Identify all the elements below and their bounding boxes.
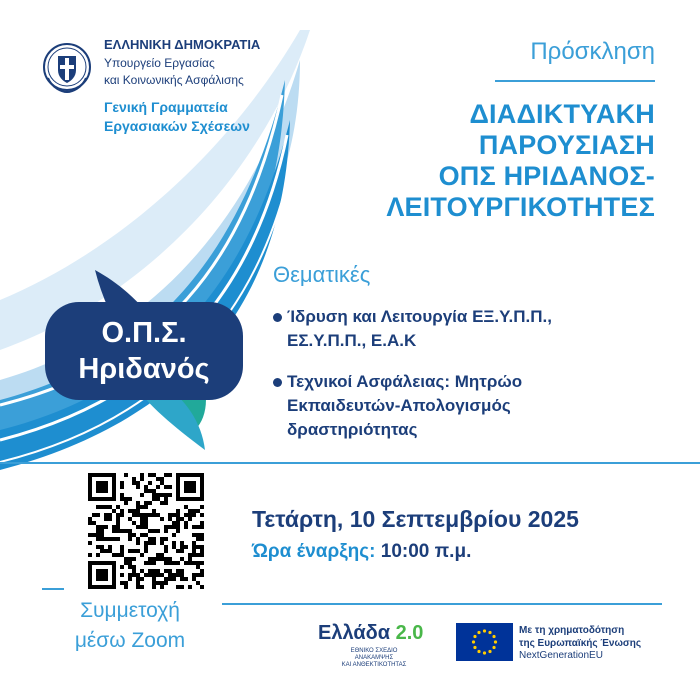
secretariat-name	[104, 98, 304, 136]
title-line: ΠΑΡΟΥΣΙΑΣΗ	[478, 130, 655, 160]
event-date: Τετάρτη, 10 Σεπτεμβρίου 2025	[252, 506, 579, 532]
theme-line: Ίδρυση και Λειτουργία ΕΞ.Υ.Π.Π.,	[287, 307, 553, 326]
themes-heading: Θεματικές	[273, 262, 371, 287]
theme-item	[273, 370, 673, 442]
greece-sub-line-2: ΚΑΙ ΑΝΘΕΚΤΙΚΟΤΗΤΑΣ	[341, 662, 407, 668]
eu-line-2: της Ευρωπαϊκής Ένωσης	[519, 638, 642, 649]
secretariat-line-1: Γενική Γραμματεία	[104, 99, 228, 115]
ministry-line-1: Υπουργείο Εργασίας	[104, 56, 215, 70]
bullet-icon	[273, 313, 282, 322]
start-time-row	[252, 541, 471, 563]
theme-item	[273, 305, 673, 353]
badge-line-2: Ηριδανός	[78, 353, 210, 385]
participation-line-1: Συμμετοχή	[80, 599, 180, 622]
theme-line: Τεχνικοί Ασφάλειας: Μητρώο	[287, 372, 523, 391]
eu-flag-icon	[456, 623, 513, 661]
title-line: ΛΕΙΤΟΥΡΓΙΚΟΤΗΤΕΣ	[386, 192, 655, 222]
event-title	[300, 99, 655, 223]
bullet-icon	[273, 378, 282, 387]
ministry-name	[104, 55, 304, 89]
theme-line: Εκπαιδευτών-Απολογισμός	[287, 396, 511, 415]
invitation-label: Πρόσκληση	[530, 38, 655, 65]
eu-line-1: Με τη χρηματοδότηση	[519, 625, 625, 636]
country-name: ΕΛΛΗΝΙΚΗ ΔΗΜΟΚΡΑΤΙΑ	[104, 37, 261, 52]
title-line: ΟΠΣ ΗΡΙΔΑΝΟΣ-	[438, 161, 655, 191]
eu-funding-text	[519, 624, 641, 650]
greece-logo-subtitle	[334, 648, 414, 669]
greece-sub-line-1: ΕΘΝΙΚΟ ΣΧΕΔΙΟ ΑΝΑΚΑΜΨΗΣ	[350, 648, 398, 661]
start-time-label: Ώρα έναρξης:	[252, 541, 376, 562]
start-time-value: 10:00 π.μ.	[380, 541, 472, 562]
theme-line: δραστηριότητας	[287, 420, 418, 439]
qr-code-icon[interactable]	[88, 473, 204, 589]
participation-line-2: μέσω Zoom	[74, 629, 186, 652]
next-generation-eu-label: NextGenerationEU	[519, 650, 603, 661]
secretariat-line-2: Εργασιακών Σχέσεων	[104, 118, 250, 134]
badge-line-1: Ο.Π.Σ.	[101, 317, 187, 349]
greece-number: 2.0	[395, 622, 424, 644]
system-badge	[45, 302, 243, 400]
theme-line: ΕΣ.Υ.Π.Π., Ε.Α.Κ	[287, 331, 417, 350]
greece-word: Ελλάδα	[318, 622, 391, 644]
greek-coat-of-arms-icon	[42, 38, 92, 96]
greece-2-0-logo	[318, 622, 423, 645]
ministry-line-2: και Κοινωνικής Ασφάλισης	[104, 73, 244, 87]
title-line: ΔΙΑΔΙΚΤΥΑΚΗ	[469, 99, 655, 129]
participation-label	[60, 596, 200, 656]
